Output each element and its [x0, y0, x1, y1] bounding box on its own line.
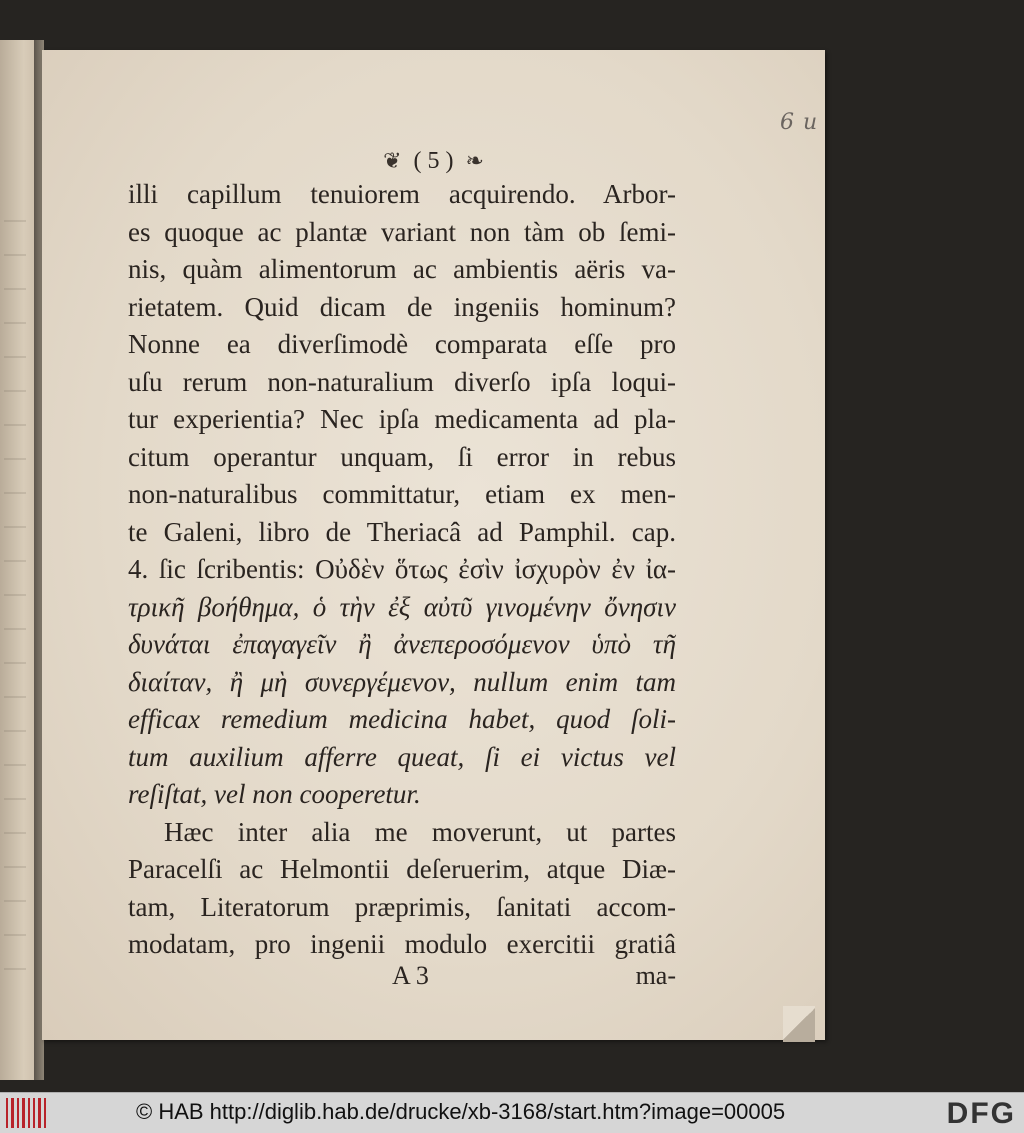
greek-text-line: τρικῆ βοήθημα, ὁ τὴν ἐξ αὐτῦ γινομένην ὄνησιν [128, 591, 676, 622]
text-line: es quoque ac plantæ variant non tàm ob ſemi- [128, 216, 676, 247]
text-line: tam, Literatorum præprimis, ſanitati accom- [128, 891, 676, 922]
page-foot [128, 958, 676, 994]
facing-page-text-shadow [4, 220, 26, 1000]
text-line: citum operantur unquam, ſi error in rebus [128, 441, 676, 472]
text-line: uſu rerum non-naturalium diverſo ipſa loqui- [128, 366, 676, 397]
text-line: efficax remedium medicina habet, quod ſoli- [128, 704, 676, 734]
ornament-right-icon: ❧ [465, 148, 484, 173]
pencil-folio-note: 6 u [780, 110, 819, 135]
page-number: ( 5 ) [413, 148, 454, 174]
text-line: Paracelſi ac Helmontii deſeruerim, atque Diæ- [128, 854, 676, 884]
text-line: 4. ſic ſcribentis: Οὐδὲν ὅτως ἐσὶν ἰσχυρὸν ἐν ἰα- [128, 554, 676, 584]
signature-mark: A 3 [392, 961, 429, 990]
text-line: Hæc inter alia me moverunt, ut partes [164, 816, 676, 847]
text-line: non-naturalibus committatur, etiam ex men- [128, 479, 676, 509]
text-line: te Galeni, libro de Theriacâ ad Pamphil. cap. [128, 516, 676, 547]
greek-text-line: δυνάται ἐπαγαγεῖν ἢ ἀνεπεροσόμενον ὑπὸ τῆ [128, 629, 676, 659]
page-header [42, 148, 825, 175]
text-line: Nonne ea diverſimodè comparata eſſe pro [128, 329, 676, 359]
viewer-footer [0, 1092, 1024, 1133]
book-page [42, 50, 825, 1040]
text-line: tum auxilium afferre queat, ſi ei victus vel [128, 741, 676, 772]
body-text [128, 176, 676, 964]
text-line: tur experientia? Nec ipſa medicamenta ad pla- [128, 404, 676, 434]
text-line: rietatem. Quid dicam de ingeniis hominum? [128, 291, 676, 322]
facing-page-edge [0, 40, 35, 1080]
text-line: modatam, pro ingenii modulo exercitii gratiâ [128, 929, 676, 959]
copyright-url[interactable]: © HAB http://diglib.hab.de/drucke/xb-3168/start.htm?image=00005 [136, 1099, 786, 1124]
dfg-logo: DFG [946, 1097, 1016, 1130]
catchword: ma- [635, 961, 676, 990]
text-line: διαίταν, ἢ μὴ συνεργέμενον, nullum enim tam [128, 666, 676, 697]
text-line: reſiſtat, vel non cooperetur. [128, 779, 421, 809]
ornament-left-icon: ❦ [383, 148, 402, 173]
page-corner-fold [783, 1006, 815, 1042]
text-line: nis, quàm alimentorum ac ambientis aëris va- [128, 254, 676, 284]
text-line: illi capillum tenuiorem acquirendo. Arbor- [128, 179, 676, 209]
hab-logo-icon [6, 1098, 46, 1128]
